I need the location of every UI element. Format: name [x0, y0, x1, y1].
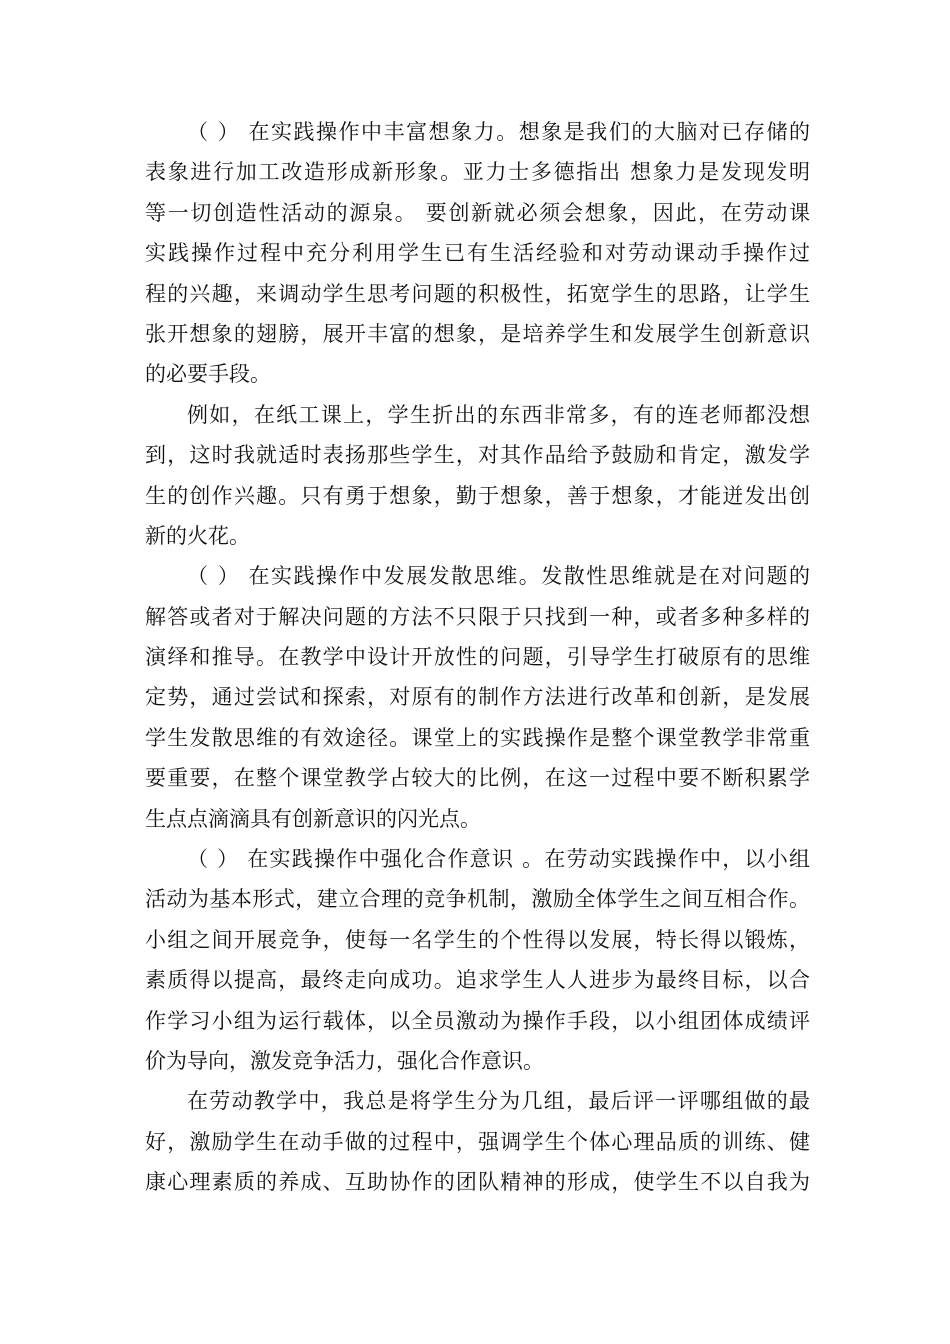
- text-line: 生的创作兴趣。只有勇于想象，勤于想象，善于想象，才能迸发出创: [145, 483, 810, 508]
- paragraph-example: [145, 395, 810, 557]
- paragraph-teaching-practice: [145, 1081, 810, 1202]
- text-line: 生点点滴滴具有创新意识的闪光点。: [145, 806, 481, 831]
- text-line: 在劳动教学中，我总是将学生分为几组，最后评一评哪组做的最: [187, 1089, 810, 1114]
- text-line: 张开想象的翅膀，展开丰富的想象，是培养学生和发展学生创新意识: [145, 321, 810, 346]
- text-line: （ ） 在实践操作中发展发散思维。发散性思维就是在对问题的: [187, 564, 810, 589]
- text-line: 新的火花。: [145, 523, 250, 548]
- text-line: 程的兴趣，来调动学生思考问题的积极性，拓宽学生的思路，让学生: [145, 281, 810, 306]
- text-line: 定势，通过尝试和探索，对原有的制作方法进行改革和创新，是发展: [145, 685, 810, 710]
- text-line: 好，激励学生在动手做的过程中，强调学生个体心理品质的训练、健: [145, 1129, 810, 1154]
- text-line: 演绎和推导。在教学中设计开放性的问题，引导学生打破原有的思维: [145, 645, 810, 670]
- text-line: 活动为基本形式，建立合理的竞争机制，激励全体学生之间互相合作。: [145, 887, 810, 912]
- text-line: （ ） 在实践操作中强化合作意识 。在劳动实践操作中，以小组: [187, 847, 810, 872]
- text-line: 等一切创造性活动的源泉。 要创新就必须会想象，因此，在劳动课: [145, 200, 810, 225]
- paragraph-imagination: [145, 112, 810, 395]
- text-line: 解答或者对于解决问题的方法不只限于只找到一种，或者多种多样的: [145, 604, 810, 629]
- text-line: 康心理素质的养成、互助协作的团队精神的形成，使学生不以自我为: [145, 1170, 810, 1195]
- paragraph-divergent-thinking: [145, 556, 810, 839]
- text-line: 素质得以提高，最终走向成功。追求学生人人进步为最终目标，以合: [145, 968, 810, 993]
- text-line: 表象进行加工改造形成新形象。亚力士多德指出 想象力是发现发明: [145, 160, 810, 185]
- text-line: 例如，在纸工课上，学生折出的东西非常多，有的连老师都没想: [187, 402, 810, 427]
- text-line: 的必要手段。: [145, 362, 271, 387]
- text-line: 要重要，在整个课堂教学占较大的比例，在这一过程中要不断积累学: [145, 766, 810, 791]
- paragraph-cooperation: [145, 839, 810, 1081]
- text-line: 小组之间开展竞争，使每一名学生的个性得以发展，特长得以锻炼，: [145, 927, 810, 952]
- text-line: 实践操作过程中充分利用学生已有生活经验和对劳动课动手操作过: [145, 241, 810, 266]
- text-line: （ ） 在实践操作中丰富想象力。想象是我们的大脑对已存储的: [187, 120, 810, 144]
- text-line: 到，这时我就适时表扬那些学生，对其作品给予鼓励和肯定，激发学: [145, 443, 810, 468]
- text-line: 价为导向，激发竞争活力，强化合作意识。: [145, 1048, 544, 1073]
- text-line: 作学习小组为运行载体，以全员激动为操作手段，以小组团体成绩评: [145, 1008, 810, 1033]
- document-body: [145, 112, 810, 1203]
- text-line: 学生发散思维的有效途径。课堂上的实践操作是整个课堂教学非常重: [145, 725, 810, 750]
